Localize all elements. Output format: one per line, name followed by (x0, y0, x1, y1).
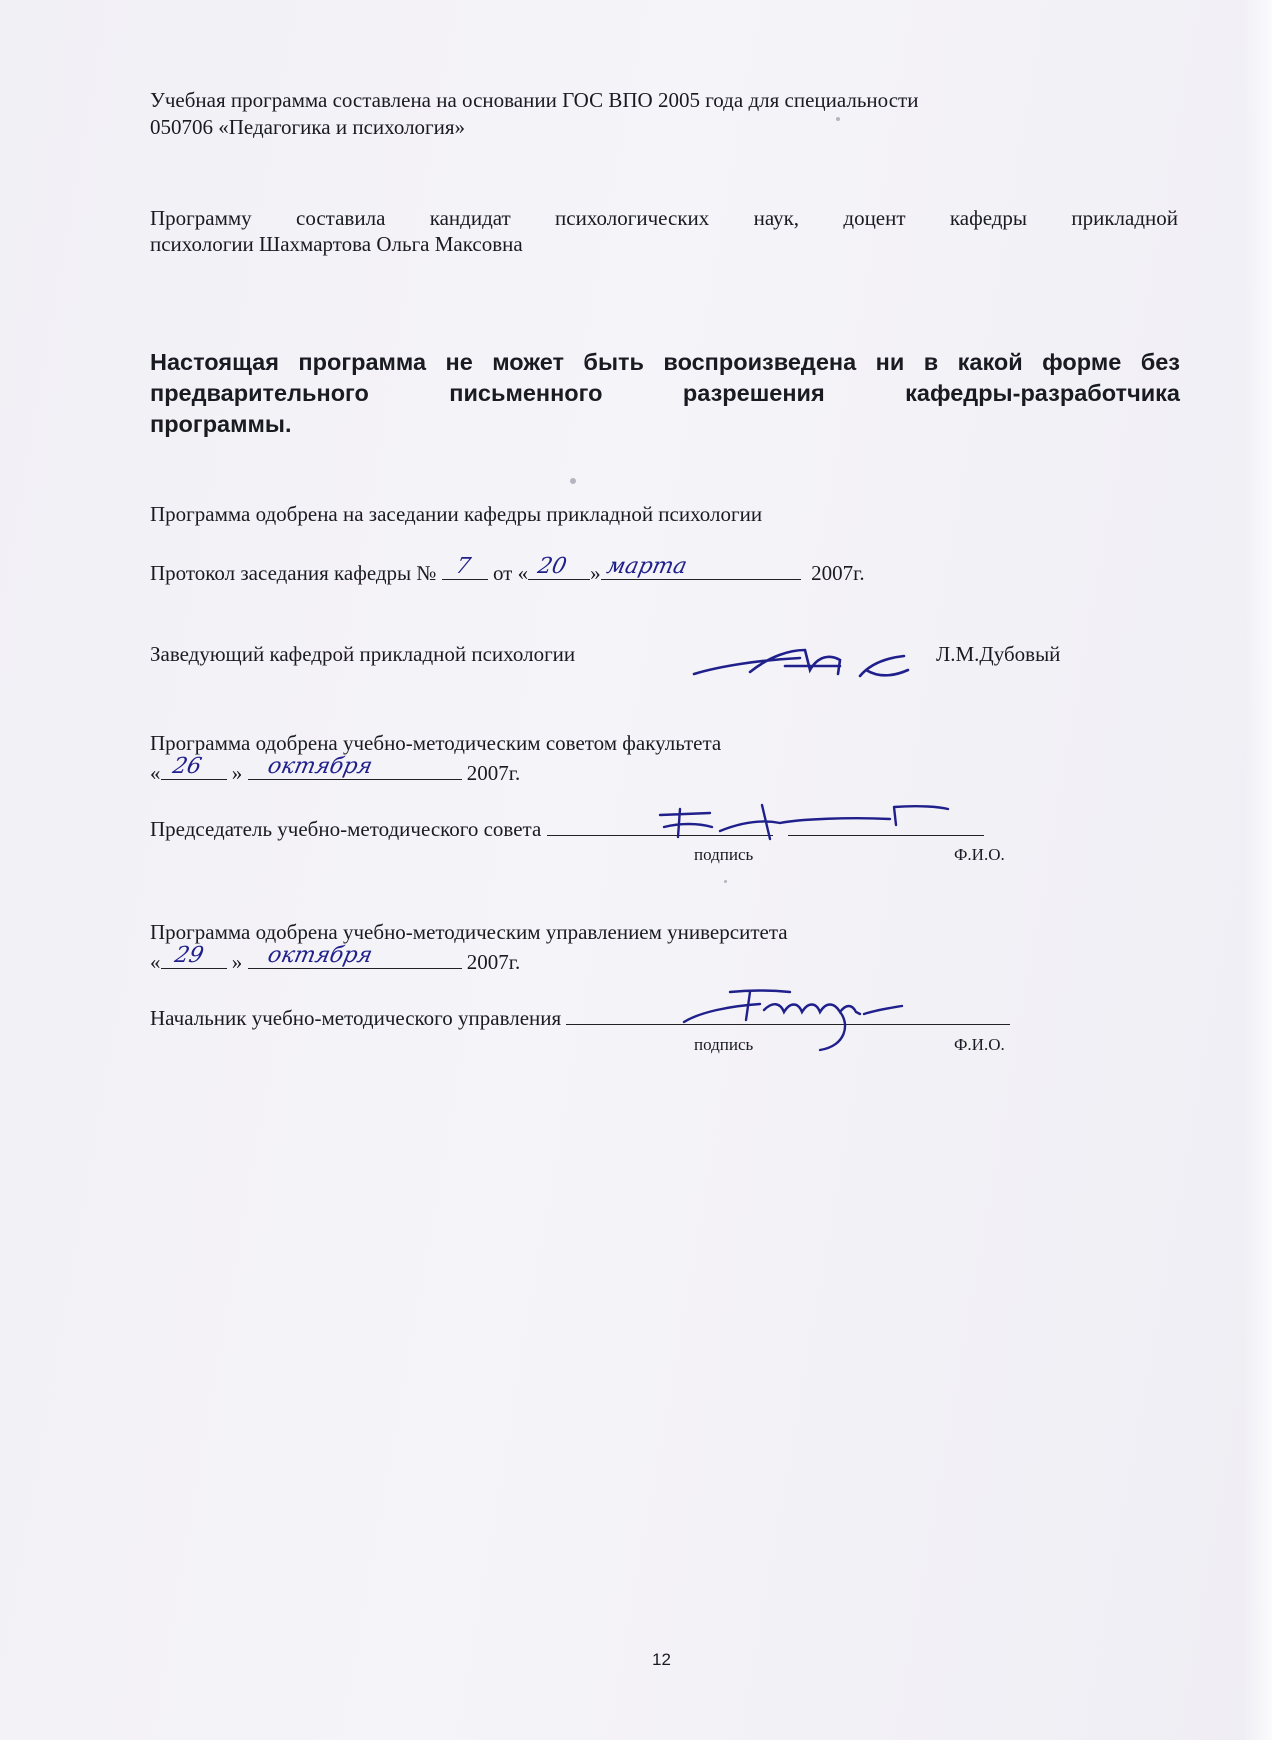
protocol-month-blank (601, 554, 801, 580)
copyright-notice (150, 347, 1180, 440)
head-of-dept-signature (690, 636, 930, 686)
university-quote-close: » (231, 950, 243, 974)
protocol-number-blank (442, 554, 488, 580)
protocol-quote-close: » (590, 561, 601, 585)
dept-approval-text: Программа одобрена на заседании кафедры прикладной психологии (150, 502, 763, 526)
protocol-prefix: Протокол заседания кафедры № (150, 561, 437, 585)
university-date-line (150, 943, 521, 975)
faculty-day-blank (161, 754, 227, 780)
scan-speck (724, 880, 727, 883)
faculty-caption-name: Ф.И.О. (954, 845, 1005, 864)
faculty-caption-signature: подпись (694, 845, 754, 864)
protocol-line (150, 554, 865, 586)
protocol-number-handwritten: 7 (453, 554, 473, 579)
protocol-date-from: от « (492, 561, 529, 585)
faculty-approval-text: Программа одобрена учебно-методическим советом факультета (150, 731, 722, 755)
protocol-month-handwritten: марта (604, 554, 689, 579)
author-line-1: Программу составила кандидат психологических наук, доцент кафедры прикладной (150, 206, 1178, 230)
protocol-day-blank (528, 554, 590, 580)
intro-line-1: Учебная программа составлена на основании ГОС ВПО 2005 года для специальности (150, 88, 919, 112)
university-approval-text: Программа одобрена учебно-методическим управлением университета (150, 920, 788, 944)
head-of-dept-name: Л.М.Дубовый (936, 642, 1061, 666)
faculty-month-blank (248, 754, 462, 780)
faculty-quote-open: « (150, 761, 161, 785)
university-month-blank (248, 943, 462, 969)
page-edge (1244, 0, 1272, 1740)
copyright-line-2: предварительного письменного разрешения кафедры-разработчика (150, 380, 1180, 406)
university-day-handwritten: 29 (171, 943, 206, 968)
head-of-dept-label: Заведующий кафедрой прикладной психологии (150, 642, 576, 666)
copyright-line-1: Настоящая программа не может быть воспроизведена ни в какой форме без (150, 349, 1180, 375)
faculty-chair-label: Председатель учебно-методического совета (150, 817, 542, 841)
page-number: 12 (652, 1650, 671, 1669)
faculty-chair-signature (650, 797, 950, 849)
copyright-line-3: программы. (150, 411, 292, 437)
university-head-label: Начальник учебно-методического управления (150, 1006, 562, 1030)
university-caption-signature: подпись (694, 1035, 754, 1054)
university-month-handwritten: октября (264, 943, 375, 968)
intro-line-2: 050706 «Педагогика и психология» (150, 115, 466, 139)
faculty-month-handwritten: октября (264, 754, 375, 779)
scan-speck (836, 117, 840, 121)
faculty-year: 2007г. (466, 761, 521, 785)
author-line-2: психологии Шахмартова Ольга Максовна (150, 232, 523, 256)
protocol-year: 2007г. (811, 561, 865, 585)
faculty-quote-close: » (231, 761, 243, 785)
scan-speck (570, 478, 576, 484)
university-quote-open: « (150, 950, 161, 974)
faculty-date-line (150, 754, 521, 786)
protocol-day-handwritten: 20 (535, 554, 569, 579)
university-caption-name: Ф.И.О. (954, 1035, 1005, 1054)
university-year: 2007г. (466, 950, 521, 974)
faculty-day-handwritten: 26 (169, 754, 204, 779)
university-day-blank (161, 943, 227, 969)
